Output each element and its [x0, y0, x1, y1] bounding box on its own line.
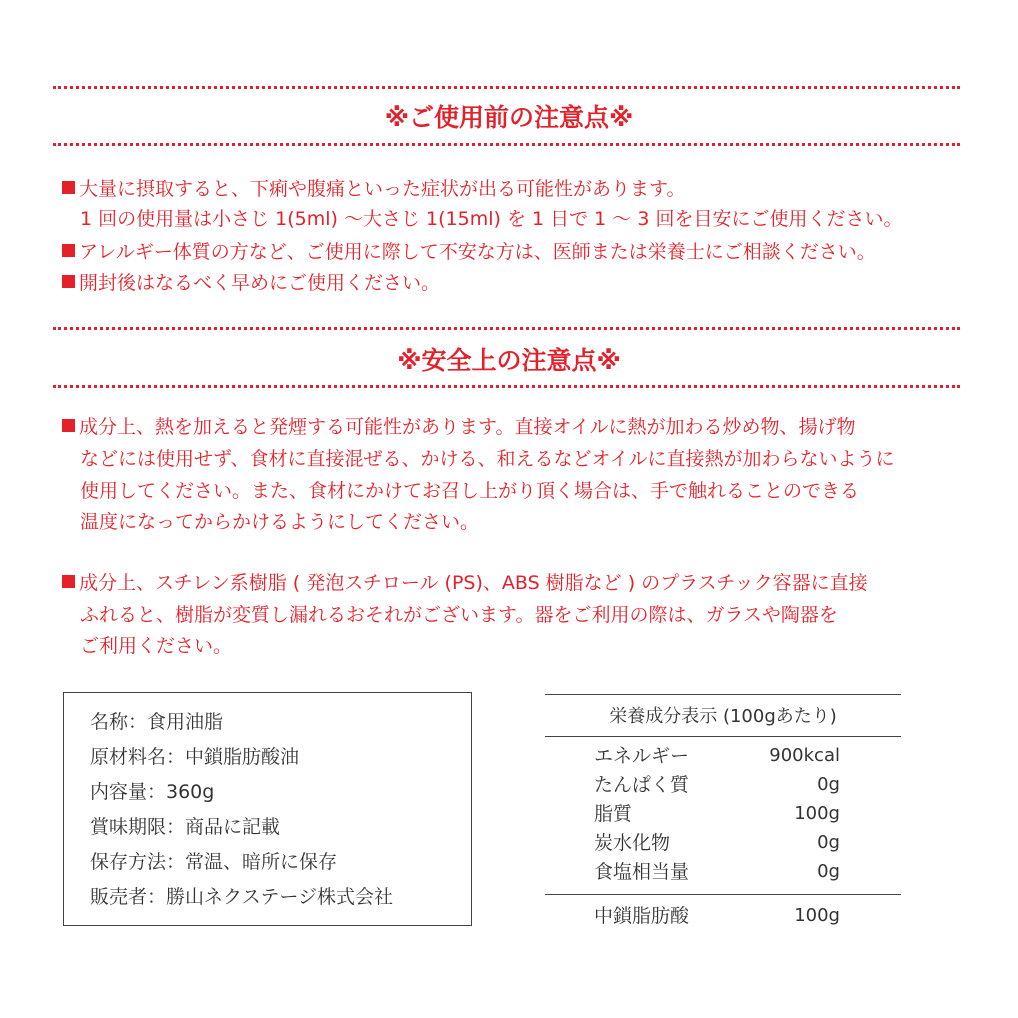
square-bullet-icon [62, 419, 75, 432]
product-name: 名称：食用油脂 [90, 711, 224, 733]
nutrition-value-salt: 0g [817, 861, 840, 882]
safety-precautions-heading: ※安全上の注意点※ [397, 346, 621, 375]
safety-item-1-text: 成分上、熱を加えると発煙する可能性があります。直接オイルに熱が加わる炒め物、揚げ物 [79, 416, 856, 438]
nutrition-label-fat: 脂質 [594, 803, 633, 825]
product-best-before: 賞味期限：商品に記載 [90, 816, 281, 838]
divider-bottom-1 [53, 143, 960, 146]
safety-item-1-line-4: 温度になってからかけるようにしてください。 [80, 511, 480, 533]
nutrition-rule-bottom [545, 894, 901, 895]
safety-item-2-line-3: ご利用ください。 [80, 635, 233, 657]
safety-item-1-line-2: などには使用せず、食材に直接混ぜる、かける、和えるなどオイルに直接熱が加わらないように [80, 448, 895, 470]
nutrition-value-protein: 0g [817, 774, 840, 795]
product-ingredients: 原材料名：中鎖脂肪酸油 [90, 746, 300, 768]
nutrition-title: 栄養成分表示 (100gあたり) [609, 706, 837, 727]
square-bullet-icon [62, 181, 75, 194]
usage-item-1-continuation: 1 回の使用量は小さじ 1(5ml) 〜大さじ 1(15ml) を 1 日で 1 〜 3 回を目安にご使用ください。 [80, 208, 903, 230]
square-bullet-icon [62, 275, 75, 288]
nutrition-label-carbohydrate: 炭水化物 [594, 832, 671, 854]
usage-item-3 [62, 268, 440, 298]
product-storage: 保存方法：常温、暗所に保存 [90, 851, 338, 873]
product-info-box [63, 692, 472, 926]
nutrition-rule-top [545, 694, 901, 695]
nutrition-label-salt: 食塩相当量 [594, 861, 690, 883]
usage-item-1 [62, 174, 685, 204]
divider-top-2 [53, 327, 960, 330]
safety-item-2-line-1 [62, 568, 868, 598]
product-seller: 販売者：勝山ネクステージ株式会社 [90, 886, 394, 908]
square-bullet-icon [62, 575, 75, 588]
nutrition-value-energy: 900kcal [769, 745, 840, 766]
safety-item-1-line-1 [62, 412, 856, 442]
nutrition-value-mcfa: 100g [794, 905, 840, 926]
nutrition-label-energy: エネルギー [594, 745, 690, 767]
nutrition-rule-mid [545, 736, 901, 737]
divider-top-1 [53, 86, 960, 89]
usage-precautions-heading: ※ご使用前の注意点※ [384, 103, 634, 132]
product-volume: 内容量：360g [90, 781, 215, 803]
safety-item-1-line-3: 使用してください。また、食材にかけてお召し上がり頂く場合は、手で触れることのできる [80, 480, 860, 502]
square-bullet-icon [62, 244, 75, 257]
nutrition-value-carbohydrate: 0g [817, 832, 840, 853]
nutrition-value-fat: 100g [794, 803, 840, 824]
divider-bottom-2 [53, 385, 960, 388]
safety-item-2-text: 成分上、スチレン系樹脂 ( 発泡スチロール (PS)、ABS 樹脂など ) のプラスチック容器に直接 [79, 572, 868, 594]
safety-item-2-line-2: ふれると、樹脂が変質し漏れるおそれがございます。器をご利用の際は、ガラスや陶器を [80, 604, 838, 626]
usage-item-2-text: アレルギー体質の方など、ご使用に際して不安な方は、医師または栄養士にご相談ください。 [79, 241, 876, 263]
usage-item-3-text: 開封後はなるべく早めにご使用ください。 [79, 272, 441, 294]
usage-item-1-text: 大量に摂取すると、下痢や腹痛といった症状が出る可能性があります。 [79, 178, 686, 200]
usage-item-2 [62, 237, 876, 267]
nutrition-label-mcfa: 中鎖脂肪酸 [594, 905, 690, 927]
nutrition-label-protein: たんぱく質 [594, 774, 690, 796]
